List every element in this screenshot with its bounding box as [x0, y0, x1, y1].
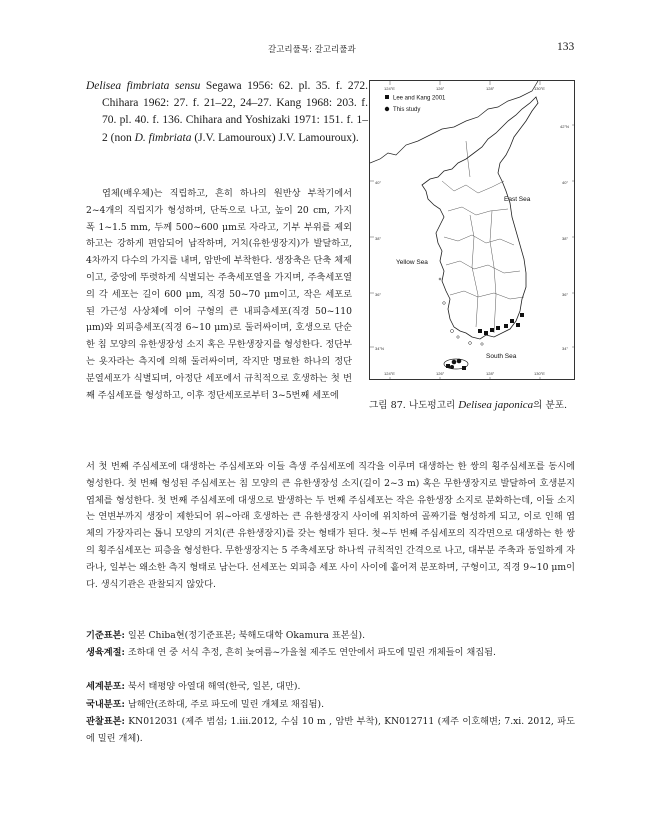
korea-text: 남해안(조하대, 주로 파도에 밀린 개체로 채집됨). [124, 699, 325, 710]
lat-tick: 38° [375, 236, 382, 241]
korea-label: 국내분포: [86, 699, 125, 710]
lat-tick: 42°N [560, 124, 569, 129]
synonym-non-name: D. fimbriata [134, 131, 192, 144]
type-specimen [86, 628, 575, 645]
legend-label: Lee and Kang 2001 [393, 95, 446, 102]
lon-tick: 126° [436, 86, 445, 91]
caption-suffix: 의 분포. [533, 400, 568, 411]
observed-specimens [86, 714, 575, 748]
lon-tick: 124°E [384, 371, 395, 376]
type-label: 기준표본: [86, 630, 125, 641]
running-title: 갈고리풀목: 갈고리풀과 [268, 45, 356, 55]
world-distribution [86, 679, 575, 696]
lon-tick: 130°E [534, 371, 545, 376]
sea-label-south: South Sea [486, 353, 517, 360]
lat-tick: 34° [562, 346, 569, 351]
world-text: 북서 태평양 아열대 해역(한국, 일본, 대만). [124, 681, 301, 692]
lat-tick: 38° [562, 236, 569, 241]
sea-label-yellow: Yellow Sea [396, 259, 428, 266]
korean-peninsula [422, 97, 538, 339]
description-column: 엽체(배우체)는 직립하고, 흔히 하나의 원반상 부착기에서 2~4개의 직립지가 형성하며, 단독으로 나고, 높이 20 cm, 가지 폭 1~1.5 mm, 두께 500~600 μm로 자라고, 기부 부위를 제외하고는 강하게 편압되어 납작하며, 거치(유한생장지)가 발달하고, 4차까지 다수의 가지를 내며, 암반에 부착한다. 생장축은 단축 체제이고, 중앙에 뚜렷하게 식별되는 주축세포열을 가지며, 주축세포열의 각 세포는 길이 600 μm, 직경 50~70 μm이고, 작은 세포로 된 가근성 사상체에 이어 구형의 큰 내피층세포(직경 50~110 μm)와 외피층세포(직경 6~10 μm)로 둘러싸이며, 호생으로 단순한 침 모양의 유한생장성 소지 혹은 무한생장지를 형성한다. 정단부는 욧자라는 측지에 의해 둘러싸이며, 작지만 명료한 하나의 정단 분열세포가 식별되며, 아정단 세포에서 규칙적으로 호생하는 첫 번째 주심세포를 형성하고, 이후 정단세포로부터 3~5번째 세포에 [86, 188, 352, 401]
synonym-tail: (J.V. Lamouroux) J.V. Lamouroux). [191, 131, 359, 144]
sea-label-east: East Sea [504, 196, 531, 203]
legend-square-icon [385, 95, 389, 99]
lat-tick: 36° [375, 292, 382, 297]
type-text: 일본 Chiba현(정기준표본; 북해도대학 Okamura 표본실). [124, 630, 366, 641]
specimen-label: 관찰표본: [86, 716, 125, 727]
habitat-label: 생육계절: [86, 647, 125, 658]
lon-tick: 130°E [534, 86, 545, 91]
distribution-map [369, 80, 575, 380]
synonym-name: Delisea fimbriata sensu [86, 80, 201, 92]
lon-tick: 126° [436, 371, 445, 376]
korea-distribution [86, 697, 575, 714]
lon-tick: 128° [486, 86, 495, 91]
lon-tick: 124°E [384, 86, 395, 91]
synonym-text: Segawa 1956: 62. pl. 35. f. 272. Chihara 1962: 27. f. 21–22, 24–27. Kang 1968: 203. f. 70. pl. 40. f. 136. Chihara and Yoshizaki 1971: 151. f. 1–2 (non [102, 80, 369, 144]
lat-tick: 40° [375, 180, 382, 185]
habitat-text: 조하대 연 중 서식 추정, 흔히 늦여름~가을철 제주도 연안에서 파도에 밀린 개체들이 채집됨. [124, 647, 496, 658]
page-number: 133 [557, 41, 575, 53]
habitat-season [86, 645, 575, 662]
legend-circle-icon [385, 107, 389, 111]
specimen-text: KN012031 (제주 범섬; 1.iii.2012, 수심 10 m , 암반 부착), KN012711 (제주 이호해변; 7.xi. 2012, 파도에 밀린 개체). [86, 716, 575, 744]
lat-tick: 36° [562, 292, 569, 297]
description-full-width: 서 첫 번째 주심세포에 대생하는 주심세포와 이들 측생 주심세포에 직각을 이루며 대생하는 한 쌍의 횡주심세포를 동시에 형성한다. 첫 번째 형성된 주심세포는 침 모양의 큰 유한생장성 소지(길이 2~3 m) 혹은 무한생장지로 발달하여 호생분지 엽체를 형성한다. 첫 번째 주심세포에 대생으로 발생하는 두 번째 주심세포는 작은 유한생장 소지로 분화하는데, 이들 소지는 연변부까지 생장이 제한되어 위~아래 호생하는 큰 유한생장지 사이에 위치하여 골짜기를 형성하게 되고, 이로 인해 엽체의 가장자리는 톱니 모양의 거치(큰 유한생장지)를 갖는 형태가 된다. 첫~두 번째 주심세포의 직각면으로 대생하는 한 쌍의 횡주심세포는 피층을 형성한다. 무한생장지는 5 주축세포당 하나씩 규칙적인 간격으로 나고, 대부분 주축과 동일하게 자라나, 일부는 왜소한 측지 형태로 남는다. 선세포는 외피층 세포 사이 사이에 흩어져 분포하며, 구형이고, 직경 9~10 μm이다. 생식기관은 관찰되지 않았다. [86, 461, 575, 590]
map-svg [370, 81, 575, 380]
figure-caption [369, 397, 577, 414]
lon-tick: 128° [486, 371, 495, 376]
caption-species: Delisea japonica [458, 399, 534, 411]
legend-label: This study [393, 107, 421, 113]
lat-tick: 34°N [375, 346, 384, 351]
caption-prefix: 그림 87. 나도펑고리 [369, 400, 459, 411]
lat-tick: 40° [562, 180, 569, 185]
world-label: 세계분포: [86, 681, 125, 692]
synonym-citation [86, 78, 368, 147]
